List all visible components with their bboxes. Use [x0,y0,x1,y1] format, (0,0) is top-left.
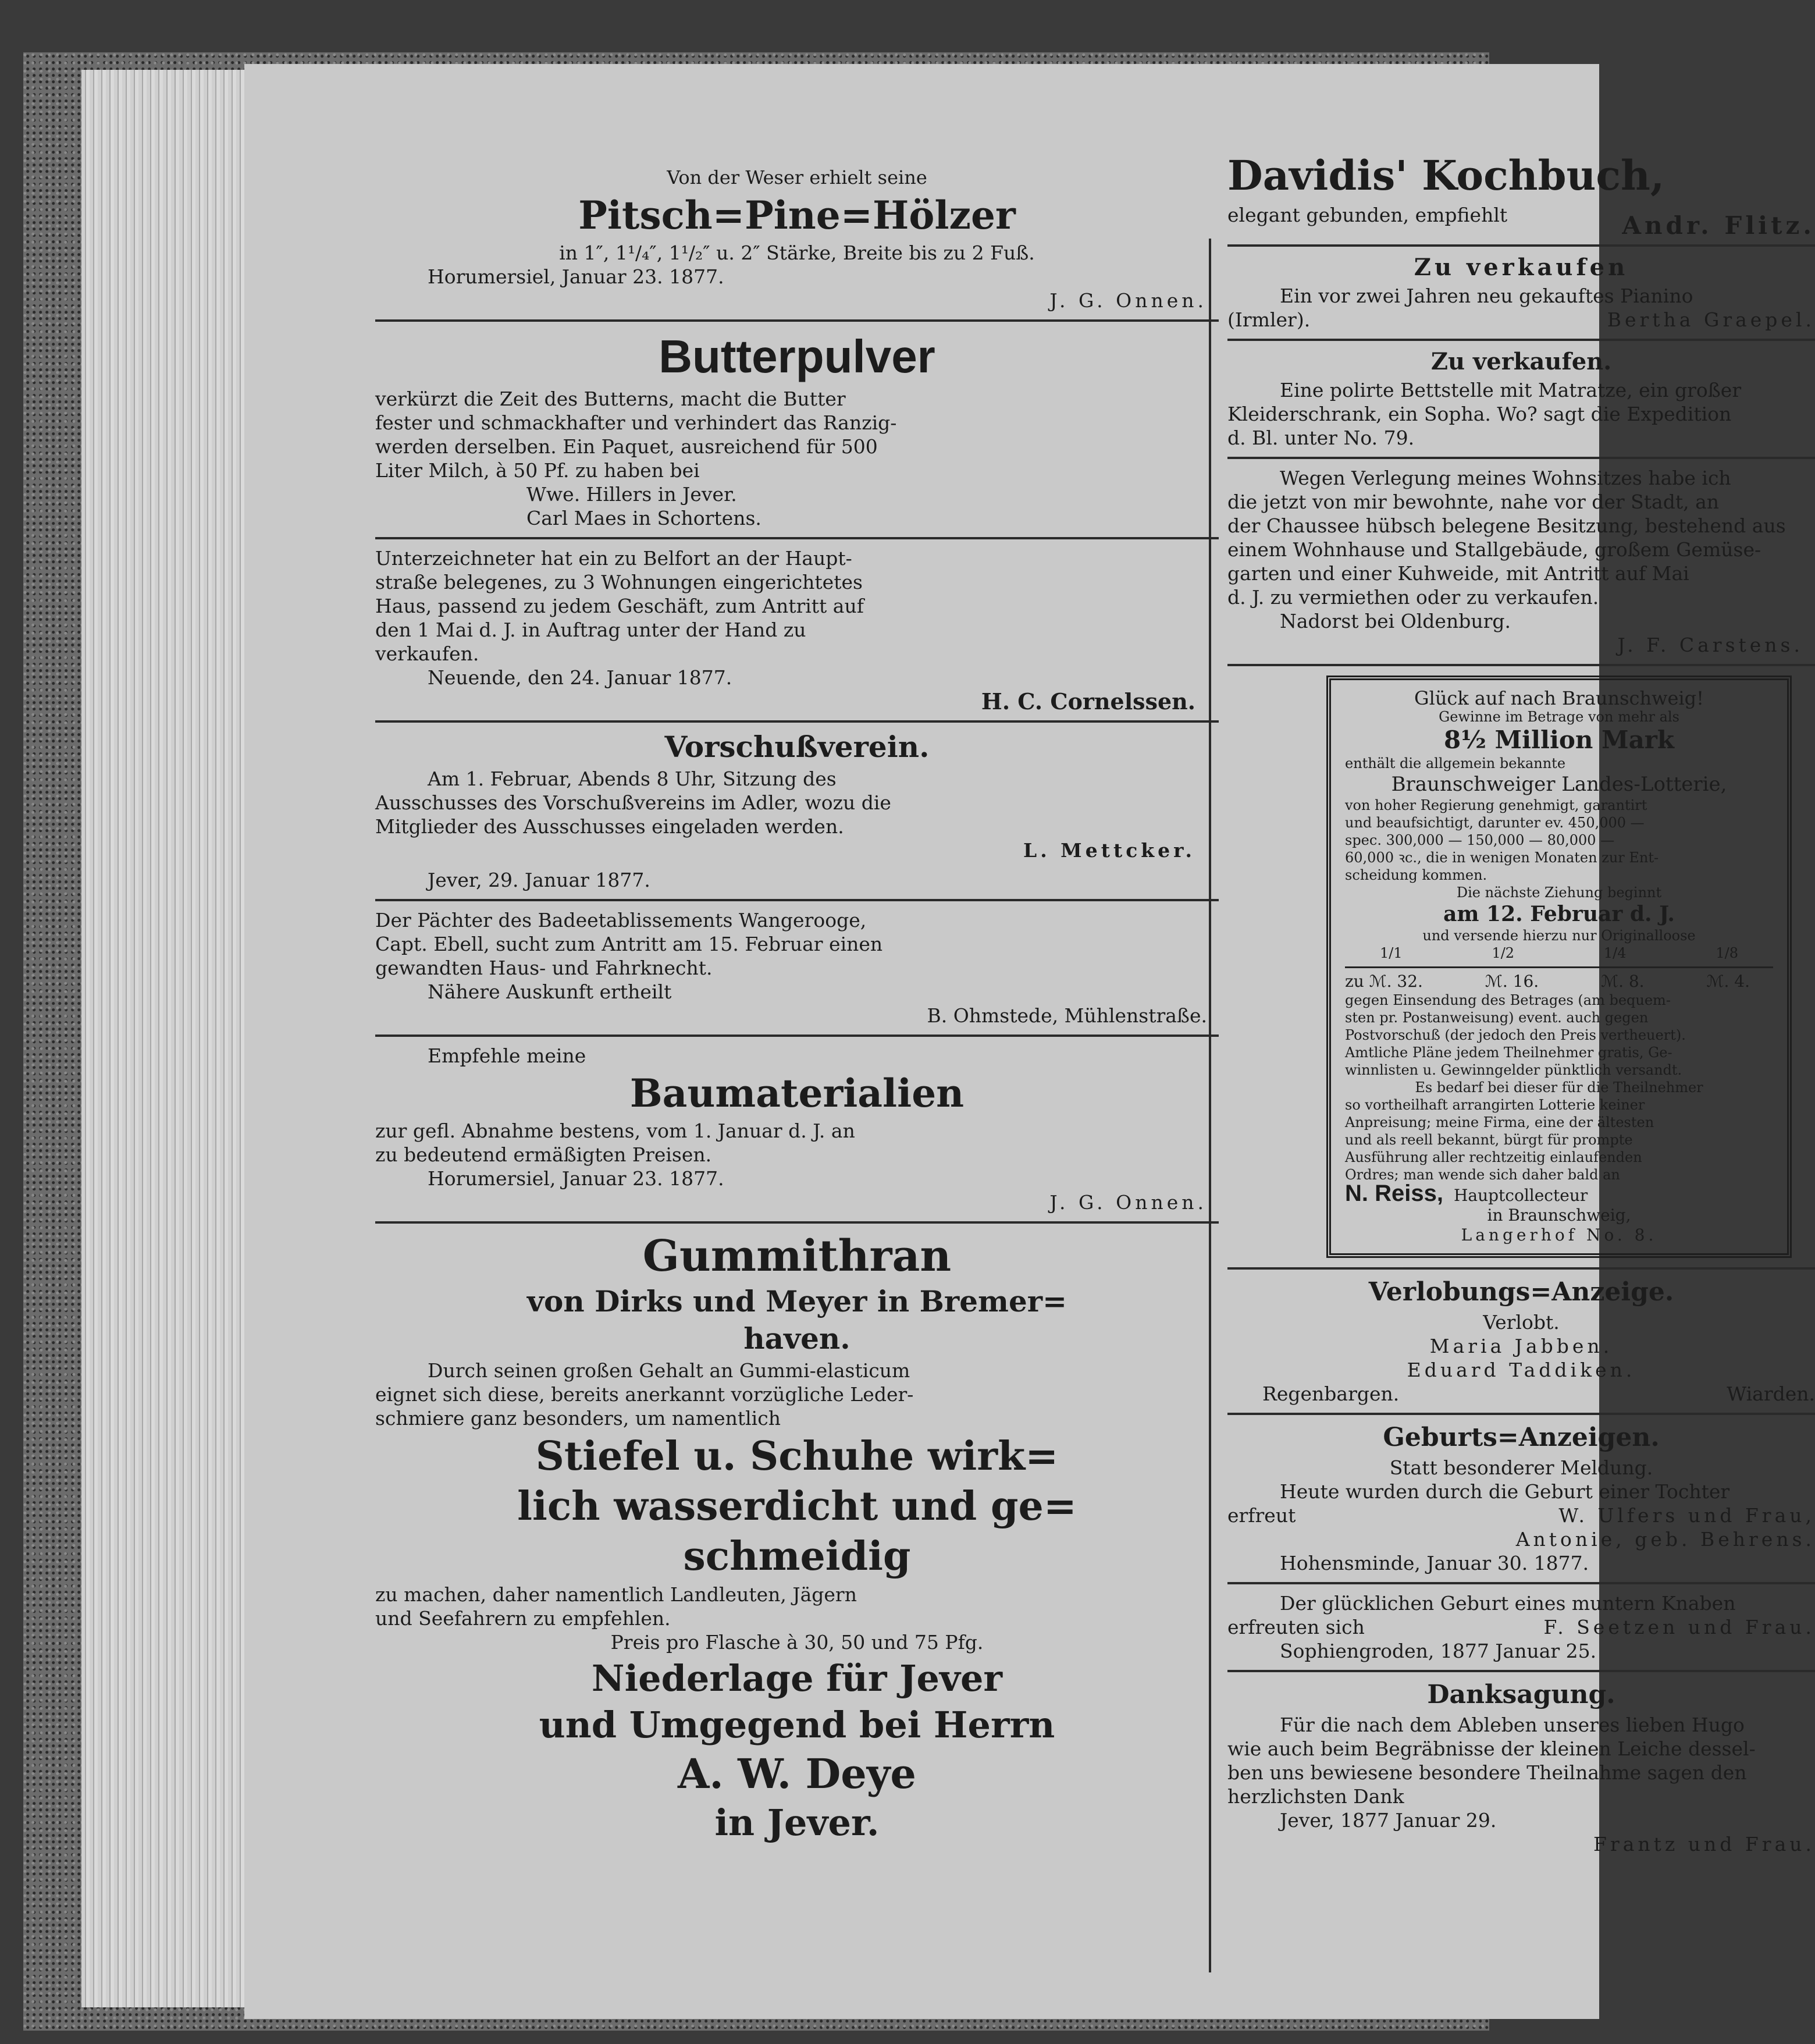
geburt-title: Geburts=Anzeigen. [1383,1423,1660,1452]
lotto-price: zu ℳ. 32. [1345,972,1423,991]
lotto-line: 60,000 ꝛc., die in wenigen Monaten zur Ent- [1345,849,1659,866]
lotto-line: und beaufsichtigt, darunter ev. 450,000 — [1345,815,1645,831]
bau-line: zur gefl. Abnahme bestens, vom 1. Januar d. J. an [375,1119,855,1142]
dank-sign: Frantz und Frau. [1593,1833,1815,1855]
divider [1227,244,1815,247]
wohn-line: d. J. zu vermiethen oder zu verkaufen. [1227,586,1599,609]
haus-line: Haus, passend zu jedem Geschäft, zum Antritt auf [375,595,864,617]
butter-seller: Carl Maes in Schortens. [526,507,761,529]
verlob-name: Maria Jabben. [1429,1335,1613,1357]
lotto-text: so vortheilhaft arrangirten Lotterie keiner [1345,1097,1645,1113]
v2-line: Eine polirte Bettstelle mit Matratze, ein großer [1280,379,1742,401]
vorschuss-date: Jever, 29. Januar 1877. [428,869,650,891]
ad-verkaufen-moebel [1227,348,1815,450]
pitch-date: Horumersiel, Januar 23. 1877. [428,265,724,288]
newspaper-page [244,64,1815,2019]
gummi-big: schmeidig [683,1533,911,1580]
lotto-text: Ordres; man wende sich daher bald an [1345,1167,1620,1183]
gummi-sub: haven. [743,1321,850,1356]
lotto-amount: 8½ Million Mark [1443,726,1675,754]
divider [1227,457,1815,459]
gummi-name: A. W. Deye [678,1750,916,1798]
wohn-line: Wegen Verlegung meines Wohnsitzes habe ich [1280,467,1731,489]
gummi-place: in Jever. [714,1801,880,1844]
butter-title: Butterpulver [659,330,935,382]
bau-sign: J. G. Onnen. [1049,1191,1207,1214]
ad-verkaufen-pianino [1227,254,1815,332]
davidis-line: elegant gebunden, empfiehlt [1227,204,1508,226]
lotto-line: von hoher Regierung genehmigt, garantirt [1345,797,1647,813]
wohn-line: garten und einer Kuhweide, mit Antritt auf Mai [1227,562,1689,585]
lotto-line: enthält die allgemein bekannte [1345,755,1566,772]
ad-haus [375,546,1219,713]
gummi-line: zu machen, daher namentlich Landleuten, Jägern [375,1583,857,1606]
verlob-place: Regenbargen. [1262,1382,1400,1405]
haus-line: verkaufen. [375,642,479,665]
geburt-line: Statt besonderer Meldung. [1389,1456,1653,1479]
haus-sign: H. C. Cornelssen. [981,688,1195,714]
divider [375,319,1219,322]
pitch-intro: Von der Weser erhielt seine [667,166,927,189]
ad-badeetablissement [375,908,1219,1028]
ad-pitch-pine [375,166,1219,312]
lotto-text: winnlisten u. Gewinngelder pünktlich versandt. [1345,1062,1682,1078]
bade-line: gewandten Haus- und Fahrknecht. [375,957,713,979]
butter-line: verkürzt die Zeit des Butterns, macht die Butter [375,388,846,410]
ad-danksagung [1227,1679,1815,1856]
haus-date: Neuende, den 24. Januar 1877. [428,666,732,689]
v2-title: Zu verkaufen. [1430,348,1612,375]
page-stack [81,70,256,2007]
davidis-sign: Andr. Flitz. [1622,211,1815,240]
gummi-line: Durch seinen großen Gehalt an Gummi-elasticum [428,1359,910,1382]
lotto-text: sten pr. Postanweisung) event. auch gegen [1345,1009,1649,1026]
lotto-seller-role: Hauptcollecteur [1453,1186,1588,1205]
bade-line: Der Pächter des Badeetablissements Wangerooge, [375,909,867,932]
divider [375,537,1219,539]
butter-line: Liter Milch, à 50 Pf. zu haben bei [375,459,700,482]
lotto-line: scheidung kommen. [1345,867,1487,883]
geburt-line: W. Ulfers und Frau, [1558,1504,1815,1527]
lotto-text: und als reell bekannt, bürgt für prompte [1345,1132,1633,1148]
pitch-line: in 1″, 1¹/₄″, 1¹/₂″ u. 2″ Stärke, Breite bis zu 2 Fuß. [559,241,1035,264]
lotto-name: Braunschweiger Landes-Lotterie, [1391,773,1727,796]
divider [1227,1267,1815,1270]
lotto-line: Die nächste Ziehung beginnt [1456,884,1662,901]
geburt-line: Heute wurden durch die Geburt einer Tochter [1280,1480,1730,1503]
divider [375,1035,1219,1037]
haus-line: den 1 Mai d. J. in Auftrag unter der Hand zu [375,618,806,641]
haus-line: straße belegenes, zu 3 Wohnungen eingerichtetes [375,571,863,593]
v2-line: d. Bl. unter No. 79. [1227,426,1415,449]
gummi-price: Preis pro Flasche à 30, 50 und 75 Pfg. [610,1631,984,1654]
gummi-sub: von Dirks und Meyer in Bremer= [526,1284,1067,1318]
left-column [375,64,1219,1847]
geburt-line: F. Seetzen und Frau. [1543,1616,1815,1638]
geburt-date: Hohensminde, Januar 30. 1877. [1280,1552,1589,1574]
lotto-line: und versende hierzu nur Originalloose [1422,927,1696,944]
lotto-seller-name: N. Reiss, [1345,1181,1443,1206]
dank-line: wie auch beim Begräbnisse der kleinen Leiche dessel- [1227,1737,1756,1760]
verlob-line: Verlobt. [1483,1311,1560,1334]
lotto-fraction: 1/4 [1603,945,1627,961]
butter-line: fester und schmackhafter und verhindert das Ranzig- [375,411,897,434]
gummi-big: Stiefel u. Schuhe wirk= [535,1433,1059,1480]
geburt-line: Der glücklichen Geburt eines muntern Knaben [1280,1592,1736,1615]
vorschuss-line: Ausschusses des Vorschußvereins im Adler, wozu die [375,791,891,814]
lotto-text: gegen Einsendung des Betrages (am bequem- [1345,992,1671,1008]
lotto-text: Postvorschuß (der jedoch den Preis vertheuert). [1345,1027,1686,1043]
gummi-big: lich wasserdicht und ge= [517,1483,1077,1530]
bade-line: Nähere Auskunft ertheilt [428,980,672,1003]
dank-title: Danksagung. [1427,1680,1615,1709]
divider [375,1221,1219,1224]
v1-line: (Irmler). [1227,308,1311,331]
ad-lotterie-box [1326,676,1792,1258]
lotto-line: Gewinne im Betrage von mehr als [1439,709,1679,725]
bau-intro: Empfehle meine [428,1044,586,1067]
lotto-price: ℳ. 4. [1706,972,1750,991]
v1-sign: Bertha Graepel. [1607,308,1815,331]
wohn-sign: J. F. Carstens. [1617,634,1803,656]
lotto-price: ℳ. 8. [1601,972,1645,991]
wohn-place: Nadorst bei Oldenburg. [1280,610,1511,632]
divider [1227,1413,1815,1415]
gummi-line: eignet sich diese, bereits anerkannt vorzügliche Leder- [375,1383,914,1406]
ad-wohnsitz [1227,466,1815,657]
right-column [1227,64,1815,1856]
divider [375,720,1219,723]
verlob-title: Verlobungs=Anzeige. [1368,1277,1674,1307]
lotto-price: ℳ. 16. [1485,972,1539,991]
lotto-line: Glück auf nach Braunschweig! [1414,687,1704,709]
ad-davidis [1227,151,1815,240]
geburt-line: erfreuten sich [1227,1616,1365,1638]
butter-seller: Wwe. Hillers in Jever. [526,483,737,506]
lotto-fraction: 1/2 [1492,945,1515,961]
ad-verlobung [1227,1277,1815,1406]
lotto-date: am 12. Februar d. J. [1443,902,1675,926]
v2-line: Kleiderschrank, ein Sopha. Wo? sagt die Expedition [1227,403,1732,425]
divider [1227,664,1815,666]
vorschuss-line: Mitglieder des Ausschusses eingeladen werden. [375,815,844,838]
ad-butterpulver [375,329,1219,530]
vorschuss-sign: L. Mettcker. [1023,839,1195,862]
pitch-sign: J. G. Onnen. [1049,289,1207,312]
dank-line: ben uns bewiesene besondere Theilnahme sagen den [1227,1761,1747,1784]
lotto-address: Langerhof No. 8. [1461,1225,1657,1245]
lotto-text: Es bedarf bei dieser für die Theilnehmer [1415,1079,1703,1096]
pitch-title: Pitsch=Pine=Hölzer [578,193,1016,238]
lotto-text: Anpreisung; meine Firma, eine der ältesten [1345,1114,1654,1131]
ad-geburt [1227,1422,1815,1663]
verlob-place: Wiarden. [1727,1382,1815,1405]
gummi-line: und Seefahrern zu empfehlen. [375,1607,671,1630]
geburt-line: erfreut [1227,1504,1296,1527]
gummi-niederlage: Niederlage für Jever [591,1657,1003,1700]
bau-date: Horumersiel, Januar 23. 1877. [428,1167,724,1190]
bau-title: Baumaterialien [629,1071,965,1116]
wohn-line: die jetzt von mir bewohnte, nahe vor der Stadt, an [1227,490,1719,513]
gummi-niederlage: und Umgegend bei Herrn [539,1704,1055,1746]
divider [1227,1582,1815,1584]
dank-line: herzlichsten Dank [1227,1785,1404,1808]
dank-line: Für die nach dem Ableben unseres lieben Hugo [1280,1714,1745,1736]
v1-title: Zu verkaufen [1414,254,1629,281]
lotto-fraction: 1/1 [1380,945,1403,961]
geburt-line: Antonie, geb. Behrens. [1515,1528,1815,1551]
vorschuss-line: Am 1. Februar, Abends 8 Uhr, Sitzung des [428,767,837,790]
ad-vorschussverein [375,730,1219,892]
divider [1227,1670,1815,1672]
verlob-name: Eduard Taddiken. [1407,1359,1636,1381]
lotto-city: in Braunschweig, [1487,1206,1631,1225]
vorschuss-title: Vorschußverein. [664,730,930,764]
ad-gummithran [375,1231,1219,1845]
wohn-line: einem Wohnhause und Stallgebäude, großem Gemüse- [1227,538,1761,561]
lotto-text: Amtliche Pläne jedem Theilnehmer gratis, Ge- [1345,1044,1672,1061]
lotto-line: spec. 300,000 — 150,000 — 80,000 — [1345,832,1615,848]
gummi-title: Gummithran [642,1231,952,1281]
gummi-line: schmiere ganz besonders, um namentlich [375,1407,781,1430]
divider [1227,339,1815,341]
dank-date: Jever, 1877 Januar 29. [1280,1809,1497,1832]
davidis-title: Davidis' Kochbuch, [1227,151,1665,200]
bade-line: Capt. Ebell, sucht zum Antritt am 15. Februar einen [375,933,883,955]
ad-baumaterialien [375,1044,1219,1214]
bade-sign: B. Ohmstede, Mühlenstraße. [927,1004,1207,1027]
butter-line: werden derselben. Ein Paquet, ausreichend für 500 [375,435,878,458]
lotto-text: Ausführung aller rechtzeitig einlaufenden [1345,1149,1642,1165]
wohn-line: der Chaussee hübsch belegene Besitzung, bestehend aus [1227,514,1786,537]
haus-line: Unterzeichneter hat ein zu Belfort an der Haupt- [375,547,852,570]
lotto-fraction: 1/8 [1716,945,1738,961]
divider [375,899,1219,901]
bau-line: zu bedeutend ermäßigten Preisen. [375,1143,712,1166]
geburt-date: Sophiengroden, 1877 Januar 25. [1280,1640,1597,1662]
v1-line: Ein vor zwei Jahren neu gekauftes Pianino [1280,285,1693,307]
